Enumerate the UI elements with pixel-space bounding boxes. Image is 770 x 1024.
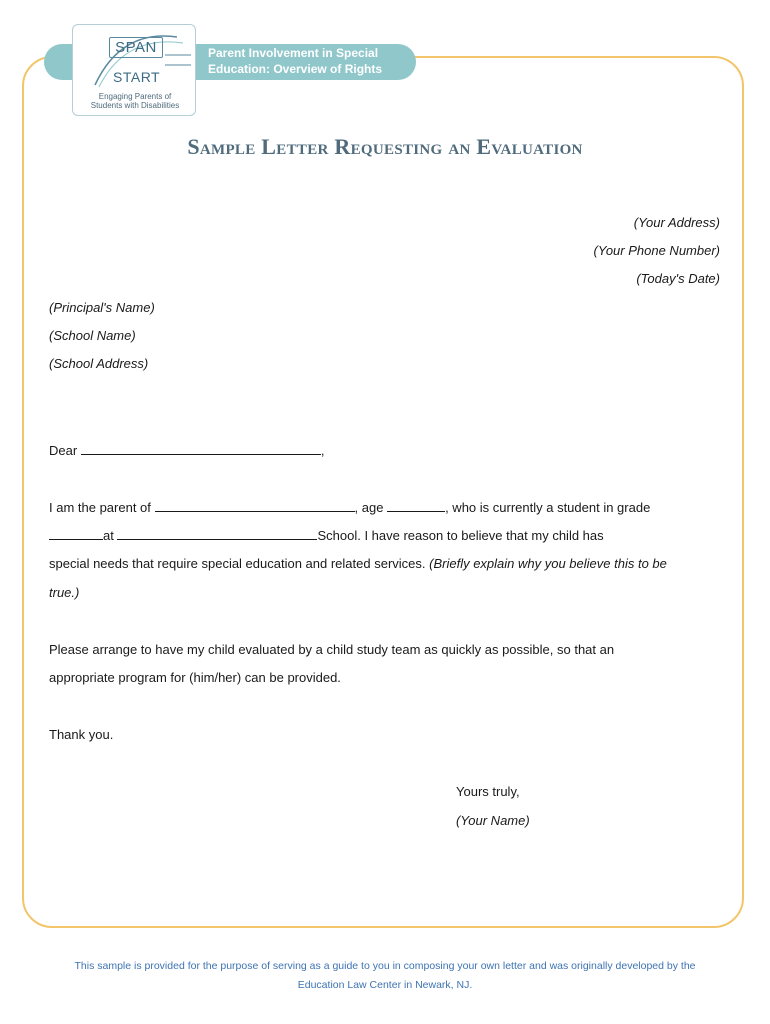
span-logo [72,24,196,116]
paragraph-1-line-1 [49,499,650,517]
logo-span-text: SPAN [109,37,163,58]
p1-text-b: , age [354,500,384,515]
p1-text-a: I am the parent of [49,500,151,515]
addressee-blank[interactable] [81,442,321,455]
banner-line-2: Education: Overview of Rights [208,62,383,76]
sender-phone: (Your Phone Number) [593,243,720,258]
recipient-principal: (Principal's Name) [49,300,155,315]
p1-text-d: at [103,528,114,543]
signature-placeholder: (Your Name) [456,813,530,828]
sender-address: (Your Address) [633,215,720,230]
p1-text-f: special needs that require special education and related services. [49,556,426,571]
footer-line-2: Education Law Center in Newark, NJ. [297,979,473,991]
salutation: Dear [49,443,78,458]
recipient-school: (School Name) [49,328,136,343]
salutation-line [49,442,324,460]
paragraph-1-line-3 [49,555,667,573]
sender-date: (Today's Date) [636,271,720,286]
p1-text-c: , who is currently a student in grade [445,500,651,515]
page-title: Sample Letter Requesting an Evaluation [187,134,583,159]
header-banner-text [208,45,408,77]
recipient-school-address: (School Address) [49,356,149,371]
banner-line-1: Parent Involvement in Special [208,46,379,60]
child-name-blank[interactable] [155,499,355,512]
footer-note [40,957,730,995]
p1-instruction: (Briefly explain why you believe this to be [429,556,667,571]
thank-you: Thank you. [49,727,114,742]
paragraph-1-line-2 [49,527,604,545]
footer-line-1: This sample is provided for the purpose of serving as a guide to you in composing your own letter and was originally developed by the [74,960,696,972]
paragraph-2-line-1: Please arrange to have my child evaluated by a child study team as quickly as possible, so that an [49,642,615,657]
paragraph-2-line-2: appropriate program for (him/her) can be provided. [49,670,341,685]
logo-start-text: START [113,69,161,85]
p1-text-e: School. I have reason to believe that my child has [317,528,604,543]
closing: Yours truly, [456,784,520,799]
paragraph-1-line-4: true.) [49,585,80,600]
logo-tagline-2: Students with Disabilities [90,101,180,110]
page-border [22,56,744,928]
logo-tagline-1: Engaging Parents of [98,92,172,101]
school-name-blank[interactable] [117,527,317,540]
salutation-comma: , [320,443,325,458]
logo-tagline [79,92,191,110]
grade-blank[interactable] [49,527,103,540]
age-blank[interactable] [387,499,445,512]
